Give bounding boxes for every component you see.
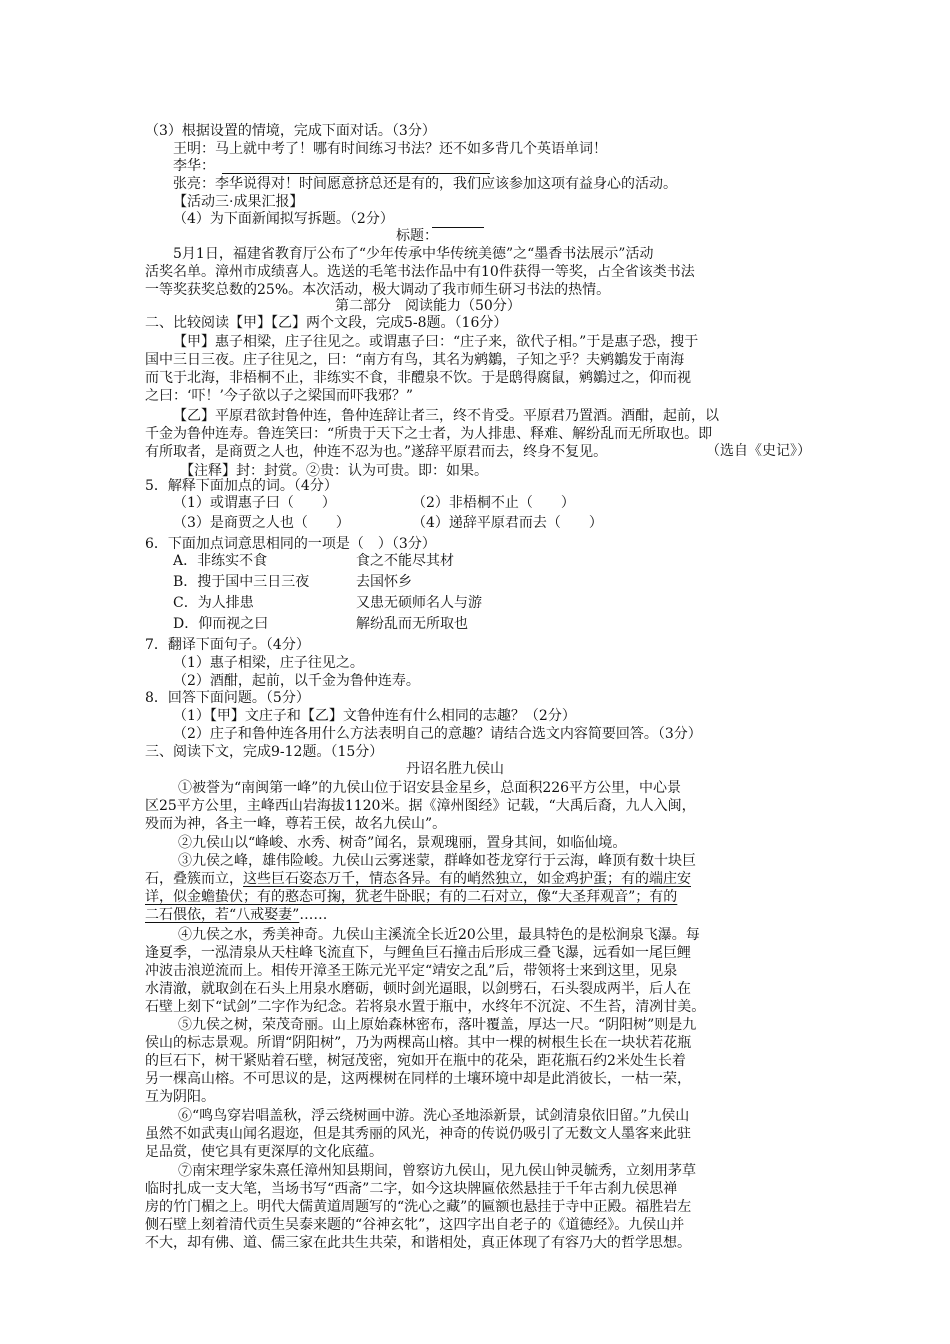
q6-option-d[interactable]: D．仰而视之曰 [173, 616, 269, 632]
q6-option-c[interactable]: C．为人排患 [173, 595, 254, 611]
article-title: 丹诏名胜九侯山 [406, 761, 504, 777]
para1-line: 殁而为神，各主一峰，尊若王侯，故名九侯山”。 [145, 816, 447, 832]
news-line: 5月1日，福建省教育厅公布了“少年传承中华传统美德”之“墨香书法展示”活动 [173, 246, 654, 262]
para4-line: 冲波击浪逆流而上。相传开漳圣王陈元光平定“靖安之乱”后，带领将士来到这里，见泉 [145, 963, 678, 979]
q6-option-a-compare: 食之不能尽其材 [356, 553, 454, 569]
para5-line: 互为阴阳。 [145, 1089, 215, 1105]
q5-item-3: （3）是商贾之人也（ ） [173, 515, 350, 531]
para4-line: 逢夏季，一泓清泉从天柱峰飞流直下，与鲤鱼巨石撞击后形成三叠飞瀑，远看如一尾巨鲤 [145, 945, 691, 961]
q6-option-b-compare: 去国怀乡 [356, 574, 412, 590]
yi-line: 【乙】平原君欲封鲁仲连，鲁仲连辞让者三，终不肯受。平原君乃置酒。酒酣，起前，以 [173, 408, 719, 424]
source-citation: （选自《史记》） [706, 443, 811, 459]
jia-line: 而飞于北海，非梧桐不止，非练实不食，非醴泉不饮。于是鸱得腐鼠，鹓鶵过之，仰而视 [145, 370, 691, 386]
para5-line: 侯山的标志景观。所谓“阴阳树”，乃为两棵高山榕。其中一棵的树根生长在一块状若花瓶 [145, 1035, 692, 1051]
para7-line: ⑦南宋理学家朱熹任漳州知县期间，曾察访九侯山，见九侯山钟灵毓秀，立刻用茅草 [178, 1163, 696, 1179]
para3-underlined-line: 详，似金蟾蛰伏；有的憨态可掬，犹老牛卧眠；有的二石对立，像“大圣拜观音”；有的 [145, 889, 678, 905]
q6-option-a[interactable]: A．非练实不食 [173, 553, 268, 569]
jia-line: 【甲】惠子相梁，庄子往见之。或谓惠子曰：“庄子来，欲代子相。”于是惠子恐，搜于 [173, 334, 699, 350]
yi-line: 千金为鲁仲连寿。鲁连笑曰：“所贵于天下之士者，为人排患、释难、解纷乱而无所取也。即 [145, 426, 713, 442]
part2-title: 第二部分 阅读能力（50分） [335, 298, 521, 314]
para7-line: 房的竹门楣之上。明代大儒黄道周题写的“洗心之藏”的匾额也悬挂于寺中正殿。福胜岩左 [145, 1199, 692, 1215]
headline-label: 标题： [396, 228, 438, 244]
jia-line: 之曰：‘吓！’今子欲以子之梁国而吓我邪？” [145, 388, 414, 404]
q4-title: （4）为下面新闻拟写拆题。（2分） [173, 211, 394, 227]
q6-option-d-compare: 解纷乱而无所取也 [356, 616, 468, 632]
q8-item-2: （2）庄子和鲁仲连各用什么方法表明自己的意趣？请结合选文内容简要回答。（3分） [173, 726, 702, 742]
q8-item-1: （1）【甲】文庄子和【乙】文鲁仲连有什么相同的志趣？（2分） [173, 708, 576, 724]
q3-title: （3）根据设置的情境，完成下面对话。（3分） [145, 123, 436, 139]
q5-item-2: （2）非梧桐不止（ ） [412, 495, 575, 511]
para3-line: ③九侯之峰，雄伟险峻。九侯山云雾迷蒙，群峰如苍龙穿行于云海，峰顶有数十块巨 [178, 853, 696, 869]
para2-line: ②九侯山以“峰峻、水秀、树奇”闻名，景观瑰丽，置身其间，如临仙境。 [178, 835, 627, 851]
news-line: 一等奖获奖总数的25%。本次活动，极大调动了我市师生研习书法的热情。 [145, 282, 611, 298]
para6-line: 虽然不如武夷山闻名遐迩，但是其秀丽的风光，神奇的传说仍吸引了无数文人墨客来此驻 [145, 1126, 691, 1142]
para5-line: ⑤九侯之树，荣茂奇丽。山上原始森林密布，落叶覆盖，厚达一尺。“阴阳树”则是九 [178, 1017, 697, 1033]
q5-item-1: （1）或谓惠子曰（ ） [173, 495, 336, 511]
jia-line: 国中三日三夜。庄子往见之，曰：“南方有鸟，其名为鹓鶵，子知之乎？夫鹓鶵发于南海 [145, 352, 685, 368]
headline-blank-line[interactable] [432, 227, 484, 228]
para3-plain-text: 石，叠簇而立， [145, 871, 243, 887]
q6-title: 6．下面加点词意思相同的一项是（ ）（3分） [145, 536, 436, 552]
activity3-heading: 【活动三·成果汇报】 [173, 194, 304, 210]
dialogue-zhangliang: 张亮：李华说得对！时间愿意挤总还是有的，我们应该参加这项有益身心的活动。 [173, 176, 677, 192]
answer-blank-line[interactable] [222, 173, 490, 174]
para4-line: 石壁上刻下“试剑”二字作为纪念。若将泉水置于瓶中，水终年不沉淀、不生苔，清冽甘美。 [145, 999, 706, 1015]
para7-line: 侧石壁上刻着清代贡生吴泰来题的“谷神玄牝”，这四字出自老子的《道德经》。九侯山并 [145, 1217, 685, 1233]
section2-title: 二、比较阅读【甲】【乙】两个文段，完成5-8题。（16分） [145, 315, 508, 331]
para5-line: 另一棵高山榕。不可思议的是，这两棵树在同样的土壤环境中却是此消彼长，一枯一荣， [145, 1071, 691, 1087]
q5-title: 5．解释下面加点的词。（4分） [145, 478, 338, 494]
q5-item-4: （4）递辞平原君而去（ ） [412, 515, 603, 531]
para3-ellipsis: …… [299, 907, 328, 923]
q7-title: 7．翻译下面句子。（4分） [145, 637, 310, 653]
dialogue-wangming: 王明：马上就中考了！哪有时间练习书法？还不如多背几个英语单词！ [173, 141, 607, 157]
news-line: 活奖名单。漳州市成绩喜人。选送的毛笔书法作品中有10件获得一等奖，占全省该类书法 [145, 264, 695, 280]
para3-underlined-text: 二石偎依，若“八戒娶妻” [145, 907, 300, 923]
q7-item-2: （2）酒酣，起前，以千金为鲁仲连寿。 [173, 673, 420, 689]
para7-line: 不大，却有佛、道、儒三家在此共生共荣，和谐相处，真正体现了有容乃大的哲学思想。 [145, 1235, 691, 1251]
para3-line [145, 870, 691, 888]
section3-title: 三、阅读下文，完成9-12题。（15分） [145, 744, 384, 760]
q7-item-1: （1）惠子相梁，庄子往见之。 [173, 655, 364, 671]
q6-option-b[interactable]: B．搜于国中三日三夜 [173, 574, 310, 590]
annotation-note: 【注释】封：封赏。②贵：认为可贵。即：如果。 [180, 463, 488, 479]
para5-line: 的巨石下，树干紧贴着石壁，树冠茂密，宛如开在瓶中的花朵，距花瓶石约2米处生长着 [145, 1053, 686, 1069]
para3-line [145, 906, 327, 924]
para3-underlined-text: 这些巨石姿态万千，情态各异。有的峭然独立，如金鸡护蛋；有的端庄安 [243, 871, 691, 887]
para4-line: 水清澈，就取剑在石头上用泉水磨砺，顿时剑光逼眼，以剑劈石，石头裂成两半，后人在 [145, 981, 691, 997]
yi-line: 有所取者，是商贾之人也，仲连不忍为也。”遂辞平原君而去，终身不复见。 [145, 444, 608, 460]
para1-line: 区25平方公里，主峰西山岩海拔1120米。据《漳州图经》记载，“大禹后裔，九人入闽， [145, 798, 696, 814]
para6-line: 足品赏，使它具有更深厚的文化底蕴。 [145, 1144, 383, 1160]
dialogue-lihua: 李华： [173, 158, 215, 174]
para1-line: ①被誉为“南闽第一峰”的九侯山位于诏安县金星乡，总面积226平方公里，中心景 [178, 780, 682, 796]
para6-line: ⑥“鸣鸟穿岩唱盖秋，浮云绕树画中游。洗心圣地添新景，试剑清泉依旧留。”九侯山 [178, 1108, 690, 1124]
para4-line: ④九侯之水，秀美神奇。九侯山主溪流全长近20公里，最具特色的是松涧泉飞瀑。每 [178, 927, 700, 943]
q6-option-c-compare: 又患无硕师名人与游 [356, 595, 482, 611]
q8-title: 8．回答下面问题。（5分） [145, 690, 310, 706]
para7-line: 临时扎成一支大笔，当场书写“西斋”二字，如今这块牌匾依然悬挂于千年古刹九侯思禅 [145, 1181, 678, 1197]
